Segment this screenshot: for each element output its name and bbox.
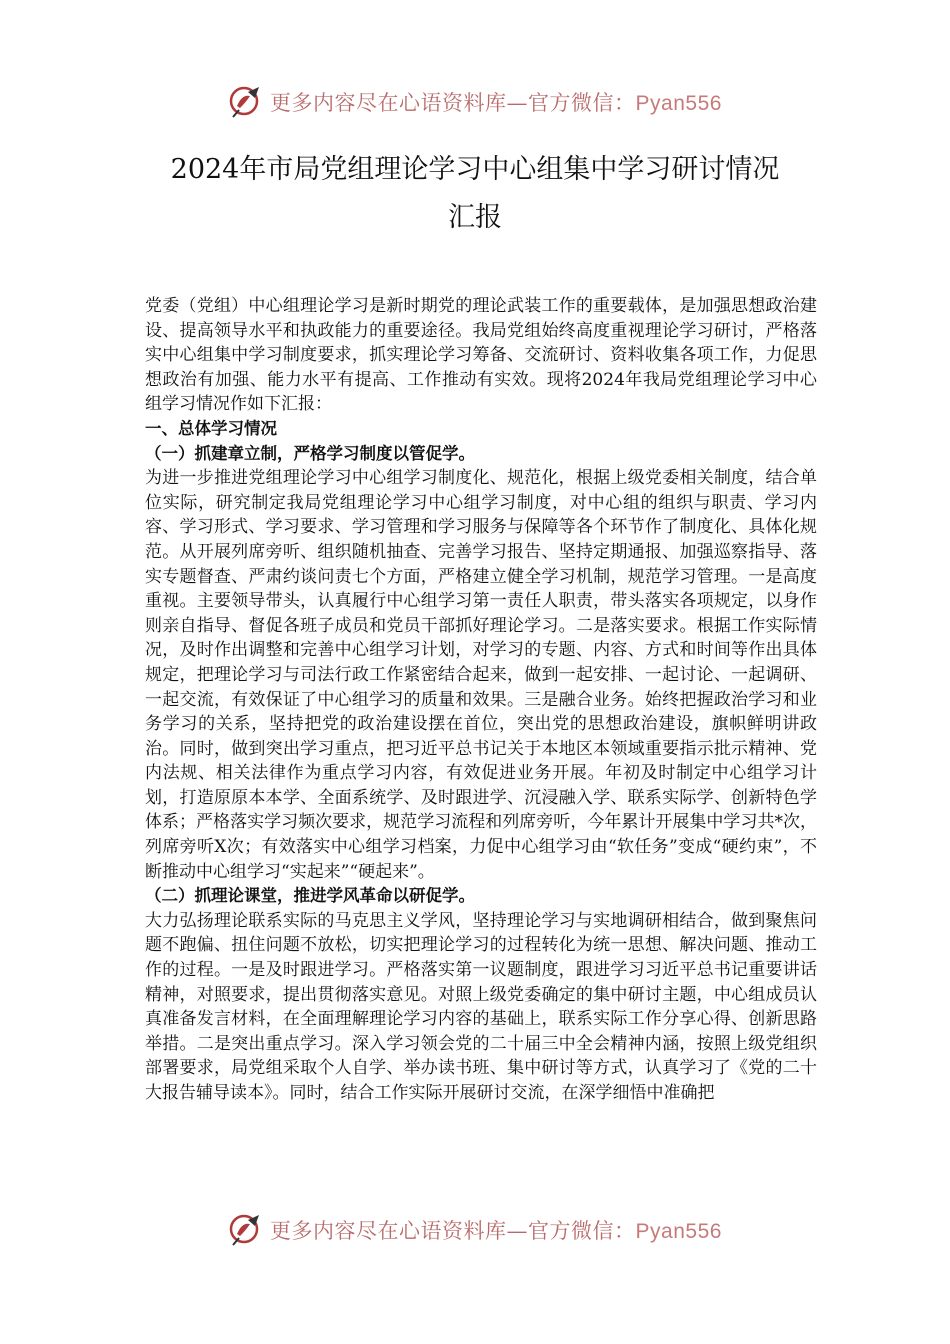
banner-text: 更多内容尽在心语资料库—官方微信：Pyan556: [270, 1219, 722, 1243]
section-heading-1: 一、总体学习情况: [145, 418, 277, 438]
title-line-2: 汇报: [448, 202, 502, 233]
banner-text: 更多内容尽在心语资料库—官方微信：Pyan556: [270, 91, 722, 115]
document-body: [145, 294, 817, 1106]
subsection-body-1: 为进一步推进党组理论学习中心组学习制度化、规范化，根据上级党委相关制度，结合单位实际，研究制定我局党组理论学习中心组学习制度，对中心组的组织与职责、学习内容、学习形式、学习要求、学习管理和学习服务与保障等各个环节作了制度化、具体化规范。从开展列席旁听、组织随机抽查、完善学习报告、坚持定期通报、加强巡察指导、落实专题督查、严肃约谈问责七个方面，严格建立健全学习机制，规范学习管理。一是高度重视。主要领导带头，认真履行中心组学习第一责任人职责，带头落实各项规定，以身作则亲自指导、督促各班子成员和党员干部抓好理论学习。二是落实要求。根据工作实际情况，及时作出调整和完善中心组学习计划，对学习的专题、内容、方式和时间等作出具体规定，把理论学习与司法行政工作紧密结合起来，做到一起安排、一起讨论、一起调研、一起交流，有效保证了中心组学习的质量和效果。三是融合业务。始终把握政治学习和业务学习的关系，坚持把党的政治建设摆在首位，突出党的思想政治建设，旗帜鲜明讲政治。同时，做到突出学习重点，把习近平总书记关于本地区本领域重要指示批示精神、党内法规、相关法律作为重点学习内容，有效促进业务开展。年初及时制定中心组学习计划，打造原原本本学、全面系统学、及时跟进学、沉浸融入学、联系实际学、创新特色学体系；严格落实学习频次要求，规范学习流程和列席旁听，今年累计开展集中学习共*次，列席旁听X次；有效落实中心组学习档案，力促中心组学习由“软任务”变成“硬约束”，不断推动中心组学习“实起来”“硬起来”。: [145, 468, 817, 882]
footer-banner: [0, 1210, 950, 1250]
header-banner: [0, 82, 950, 122]
wechat-id: Pyan556: [635, 1220, 722, 1243]
subsection-heading-1: （一）抓建章立制，严格学习制度以管促学。: [145, 443, 475, 463]
intro-paragraph: 党委（党组）中心组理论学习是新时期党的理论武装工作的重要载体，是加强思想政治建设、提高领导水平和执政能力的重要途径。我局党组始终高度重视理论学习研讨，严格落实中心组集中学习制度要求，抓实理论学习筹备、交流研讨、资料收集各项工作，力促思想政治有加强、能力水平有提高、工作推动有实效。现将2024年我局党组理论学习中心组学习情况作如下汇报：: [145, 296, 817, 415]
subsection-heading-2: （二）抓理论课堂，推进学风革命以研促学。: [145, 886, 475, 906]
pen-logo-icon: [228, 84, 264, 120]
pen-logo-icon: [228, 1212, 264, 1248]
title-line-1: 2024年市局党组理论学习中心组集中学习研讨情况: [170, 154, 780, 185]
document-title: [0, 146, 950, 242]
subsection-body-2: 大力弘扬理论联系实际的马克思主义学风，坚持理论学习与实地调研相结合，做到聚焦问题不跑偏、扭住问题不放松，切实把理论学习的过程转化为统一思想、解决问题、推动工作的过程。一是及时跟进学习。严格落实第一议题制度，跟进学习习近平总书记重要讲话精神，对照要求，提出贯彻落实意见。对照上级党委确定的集中研讨主题，中心组成员认真准备发言材料，在全面理解理论学习内容的基础上，联系实际工作分享心得、创新思路举措。二是突出重点学习。深入学习领会党的二十届三中全会精神内涵，按照上级党组织部署要求，局党组采取个人自学、举办读书班、集中研讨等方式，认真学习了《党的二十大报告辅导读本》。同时，结合工作实际开展研讨交流，在深学细悟中准确把: [145, 910, 817, 1103]
wechat-id: Pyan556: [635, 92, 722, 115]
